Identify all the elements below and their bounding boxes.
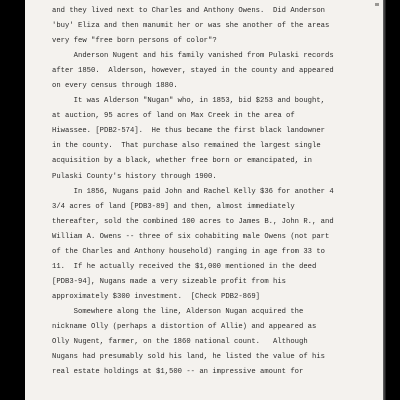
text-line: Hiwassee. [PDB2-574]. He thus became the first black landowner <box>52 127 325 136</box>
text-line: of the Charles and Anthony household) ranging in age from 33 to <box>52 247 325 256</box>
paragraph <box>52 94 370 184</box>
text-line: [PDB3-94], Nugans made a very sizeable profit from his <box>52 277 286 286</box>
text-line: acquisition by a black, whether free born or emancipated, in <box>52 157 312 166</box>
text-line: Pulaski County's history through 1900. <box>52 172 217 181</box>
text-line: approximately $300 investment. [Check PDB2-869] <box>52 292 260 301</box>
text-line: Nugans had presumably sold his land, he listed the value of his <box>52 353 325 362</box>
text-line: real estate holdings at $1,500 -- an impressive amount for <box>52 368 304 377</box>
text-line: on every census through 1880. <box>52 82 178 91</box>
paragraph <box>52 49 370 94</box>
text-line: In 1856, Nugans paid John and Rachel Kelly $36 for another 4 <box>52 187 334 196</box>
document-page <box>25 0 383 400</box>
text-line: after 1850. Alderson, however, stayed in the county and appeared <box>52 67 334 76</box>
text-line: 'buy' Eliza and then manumit her or was she another of the areas <box>52 22 330 31</box>
page-corner-mark <box>375 3 379 6</box>
text-line: at auction, 95 acres of land on Max Creek in the area of <box>52 112 295 121</box>
paragraph <box>52 4 370 49</box>
text-line: and they lived next to Charles and Anthony Owens. Did Anderson <box>52 7 325 15</box>
text-line: Somewhere along the line, Alderson Nugan acquired the <box>52 307 304 316</box>
text-line: in the county. That purchase also remained the largest single <box>52 142 321 151</box>
document-body <box>52 4 370 380</box>
text-line: Olly Nugent, farmer, on the 1860 national count. Although <box>52 338 308 347</box>
text-line: very few "free born persons of color"? <box>52 37 217 46</box>
text-line: 11. If he actually received the $1,000 mentioned in the deed <box>52 262 317 271</box>
page-edge-shadow <box>383 0 386 400</box>
text-line: thereafter, sold the combined 100 acres to James B., John R., and <box>52 217 334 226</box>
text-line: Anderson Nugent and his family vanished from Pulaski records <box>52 52 334 61</box>
text-line: nickname Olly (perhaps a distortion of Allie) and appeared as <box>52 322 317 331</box>
text-line: William A. Owens -- three of six cohabiting male Owens (not part <box>52 232 330 241</box>
paragraph <box>52 185 370 305</box>
paragraph <box>52 305 370 380</box>
text-line: 3/4 acres of land [PDB3-89] and then, almost immediately <box>52 202 295 211</box>
text-line: It was Alderson "Nugan" who, in 1853, bid $253 and bought, <box>52 97 325 106</box>
